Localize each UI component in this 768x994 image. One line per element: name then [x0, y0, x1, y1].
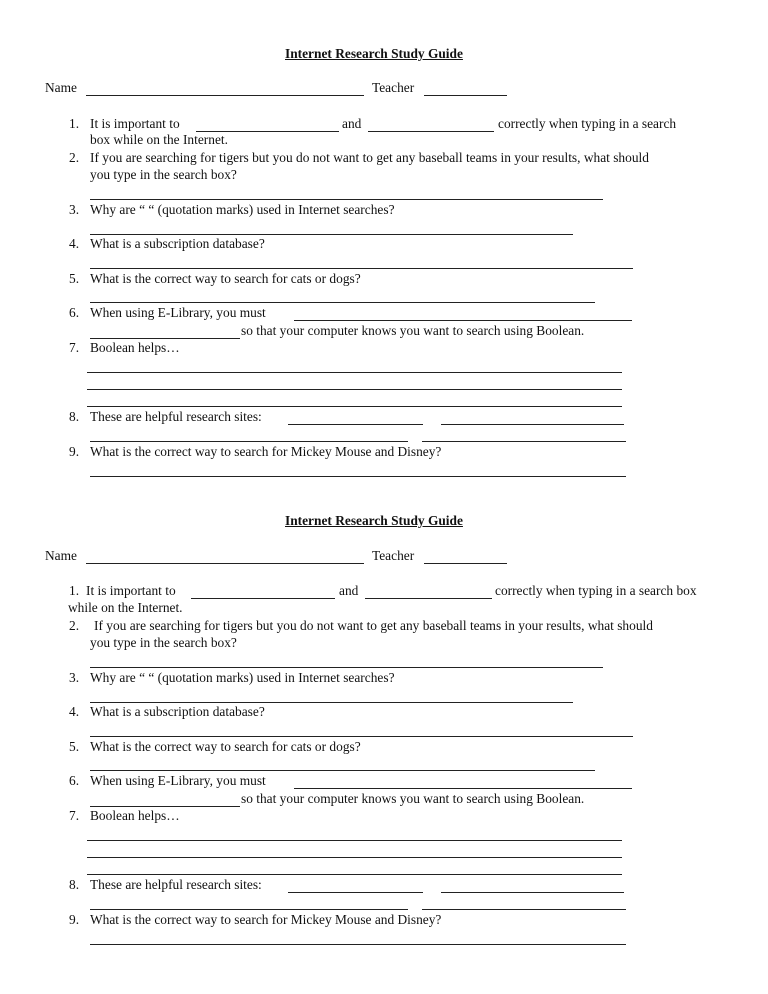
site-blank[interactable]: [90, 441, 408, 442]
answer-line[interactable]: [87, 406, 622, 407]
name-label: Name: [45, 548, 77, 563]
question-text: so that your computer knows you want to search using Boolean.: [241, 323, 585, 338]
question-text: you type in the search box?: [90, 167, 237, 182]
answer-line[interactable]: [90, 702, 573, 703]
question-number: 8.: [69, 409, 80, 424]
question-number: 2.: [69, 618, 80, 633]
site-blank[interactable]: [422, 909, 626, 910]
question-text: If you are searching for tigers but you do not want to get any baseball teams in your results, what should: [94, 618, 653, 633]
answer-blank[interactable]: [294, 320, 632, 321]
page-title: Internet Research Study Guide: [285, 513, 463, 528]
question-number: 9.: [69, 444, 80, 459]
name-label: Name: [45, 80, 77, 95]
answer-line[interactable]: [87, 840, 622, 841]
answer-line[interactable]: [90, 199, 603, 200]
site-blank[interactable]: [422, 441, 626, 442]
question-text: correctly when typing in a search box: [495, 583, 697, 598]
answer-line[interactable]: [90, 770, 595, 771]
question-text: What is the correct way to search for cats or dogs?: [90, 739, 361, 754]
answer-line[interactable]: [87, 389, 622, 390]
site-blank[interactable]: [90, 909, 408, 910]
question-text: you type in the search box?: [90, 635, 237, 650]
question-text: What is the correct way to search for Mickey Mouse and Disney?: [90, 444, 442, 459]
teacher-blank[interactable]: [424, 563, 507, 564]
question-text: box while on the Internet.: [90, 132, 228, 147]
site-blank[interactable]: [441, 424, 624, 425]
question-number: 1.: [69, 583, 80, 598]
answer-blank[interactable]: [365, 598, 492, 599]
question-number: 3.: [69, 202, 80, 217]
question-number: 4.: [69, 236, 80, 251]
question-text: These are helpful research sites:: [90, 409, 262, 424]
site-blank[interactable]: [288, 424, 423, 425]
question-text: What is a subscription database?: [90, 236, 265, 251]
question-number: 9.: [69, 912, 80, 927]
name-blank[interactable]: [86, 563, 364, 564]
question-text: What is the correct way to search for cats or dogs?: [90, 271, 361, 286]
answer-line[interactable]: [87, 857, 622, 858]
question-number: 6.: [69, 305, 80, 320]
question-text: It is important to: [90, 116, 180, 131]
answer-line[interactable]: [87, 874, 622, 875]
site-blank[interactable]: [288, 892, 423, 893]
teacher-label: Teacher: [372, 80, 415, 95]
question-text: When using E-Library, you must: [90, 305, 266, 320]
answer-blank[interactable]: [90, 338, 240, 339]
answer-blank[interactable]: [368, 131, 494, 132]
question-text: and: [342, 116, 362, 131]
question-number: 7.: [69, 808, 80, 823]
question-text: Why are “ “ (quotation marks) used in Internet searches?: [90, 202, 395, 217]
question-text: What is the correct way to search for Mickey Mouse and Disney?: [90, 912, 442, 927]
answer-blank[interactable]: [191, 598, 335, 599]
question-text: If you are searching for tigers but you do not want to get any baseball teams in your results, what should: [90, 150, 649, 165]
page-title: Internet Research Study Guide: [285, 46, 463, 61]
question-text: What is a subscription database?: [90, 704, 265, 719]
site-blank[interactable]: [441, 892, 624, 893]
question-number: 1.: [69, 116, 80, 131]
question-number: 3.: [69, 670, 80, 685]
question-text: It is important to: [86, 583, 176, 598]
answer-line[interactable]: [90, 234, 573, 235]
question-number: 4.: [69, 704, 80, 719]
question-text: while on the Internet.: [68, 600, 183, 615]
question-number: 5.: [69, 739, 80, 754]
answer-line[interactable]: [90, 302, 595, 303]
answer-blank[interactable]: [294, 788, 632, 789]
question-text: Why are “ “ (quotation marks) used in Internet searches?: [90, 670, 395, 685]
answer-blank[interactable]: [90, 806, 240, 807]
answer-line[interactable]: [90, 268, 633, 269]
answer-line[interactable]: [90, 476, 626, 477]
teacher-label: Teacher: [372, 548, 415, 563]
answer-line[interactable]: [90, 667, 603, 668]
answer-line[interactable]: [90, 944, 626, 945]
name-blank[interactable]: [86, 95, 364, 96]
question-number: 6.: [69, 773, 80, 788]
answer-line[interactable]: [90, 736, 633, 737]
question-text: and: [339, 583, 359, 598]
question-text: Boolean helps…: [90, 808, 180, 823]
question-text: correctly when typing in a search: [498, 116, 677, 131]
question-number: 7.: [69, 340, 80, 355]
question-text: so that your computer knows you want to search using Boolean.: [241, 791, 585, 806]
question-number: 2.: [69, 150, 80, 165]
question-text: These are helpful research sites:: [90, 877, 262, 892]
answer-line[interactable]: [87, 372, 622, 373]
question-text: When using E-Library, you must: [90, 773, 266, 788]
question-text: Boolean helps…: [90, 340, 180, 355]
teacher-blank[interactable]: [424, 95, 507, 96]
question-number: 8.: [69, 877, 80, 892]
question-number: 5.: [69, 271, 80, 286]
